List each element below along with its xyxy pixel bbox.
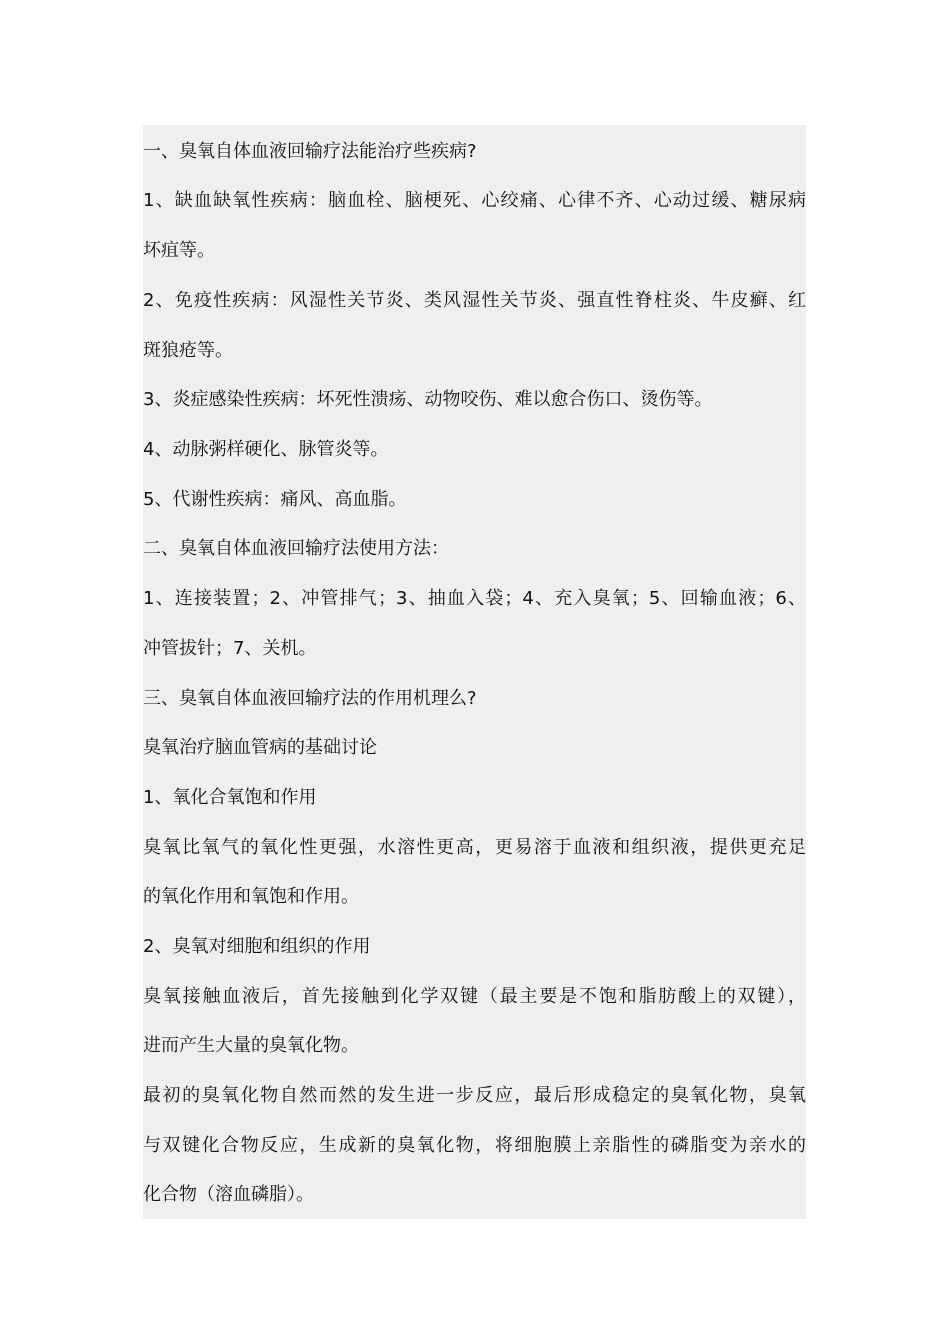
paragraph-line: 与双键化合物反应，生成新的臭氧化物，将细胞膜上亲脂性的磷脂变为亲水的 bbox=[143, 1135, 806, 1156]
subheading-line: 臭氧治疗脑血管病的基础讨论 bbox=[143, 737, 377, 758]
paragraph-line: 4、动脉粥样硬化、脉管炎等。 bbox=[143, 439, 389, 460]
paragraph-line: 1、连接装置；2、冲管排气；3、抽血入袋；4、充入臭氧；5、回输血液；6、 bbox=[143, 588, 806, 609]
paragraph-line: 5、代谢性疾病：痛风、高血脂。 bbox=[143, 489, 407, 510]
paragraph-line: 最初的臭氧化物自然而然的发生进一步反应，最后形成稳定的臭氧化物，臭氧 bbox=[143, 1085, 806, 1106]
paragraph-line: 1、缺血缺氧性疾病：脑血栓、脑梗死、心绞痛、心律不齐、心动过缓、糖尿病 bbox=[143, 190, 806, 211]
paragraph-line: 3、炎症感染性疾病：坏死性溃疡、动物咬伤、难以愈合伤口、烫伤等。 bbox=[143, 389, 713, 410]
document-text-block bbox=[143, 125, 806, 1219]
subheading-line: 2、臭氧对细胞和组织的作用 bbox=[143, 936, 371, 957]
paragraph-line: 2、免疫性疾病：风湿性关节炎、类风湿性关节炎、强直性脊柱炎、牛皮癣、红 bbox=[143, 290, 806, 311]
paragraph-line: 的氧化作用和氧饱和作用。 bbox=[143, 886, 359, 907]
paragraph-line: 臭氧接触血液后，首先接触到化学双键（最主要是不饱和脂肪酸上的双键）， bbox=[143, 986, 806, 1007]
heading-usage-method: 二、臭氧自体血液回输疗法使用方法： bbox=[143, 538, 449, 559]
subheading-line: 1、氧化合氧饱和作用 bbox=[143, 787, 317, 808]
heading-diseases-treated: 一、臭氧自体血液回输疗法能治疗些疾病? bbox=[143, 141, 477, 162]
paragraph-line: 冲管拔针；7、关机。 bbox=[143, 638, 317, 659]
heading-mechanism: 三、臭氧自体血液回输疗法的作用机理么? bbox=[143, 688, 477, 709]
paragraph-line: 臭氧比氧气的氧化性更强，水溶性更高，更易溶于血液和组织液，提供更充足 bbox=[143, 837, 806, 858]
paragraph-line: 坏疽等。 bbox=[143, 240, 215, 261]
paragraph-line: 化合物（溶血磷脂）。 bbox=[143, 1184, 314, 1205]
paragraph-line: 斑狼疮等。 bbox=[143, 340, 233, 361]
paragraph-line: 进而产生大量的臭氧化物。 bbox=[143, 1035, 359, 1056]
